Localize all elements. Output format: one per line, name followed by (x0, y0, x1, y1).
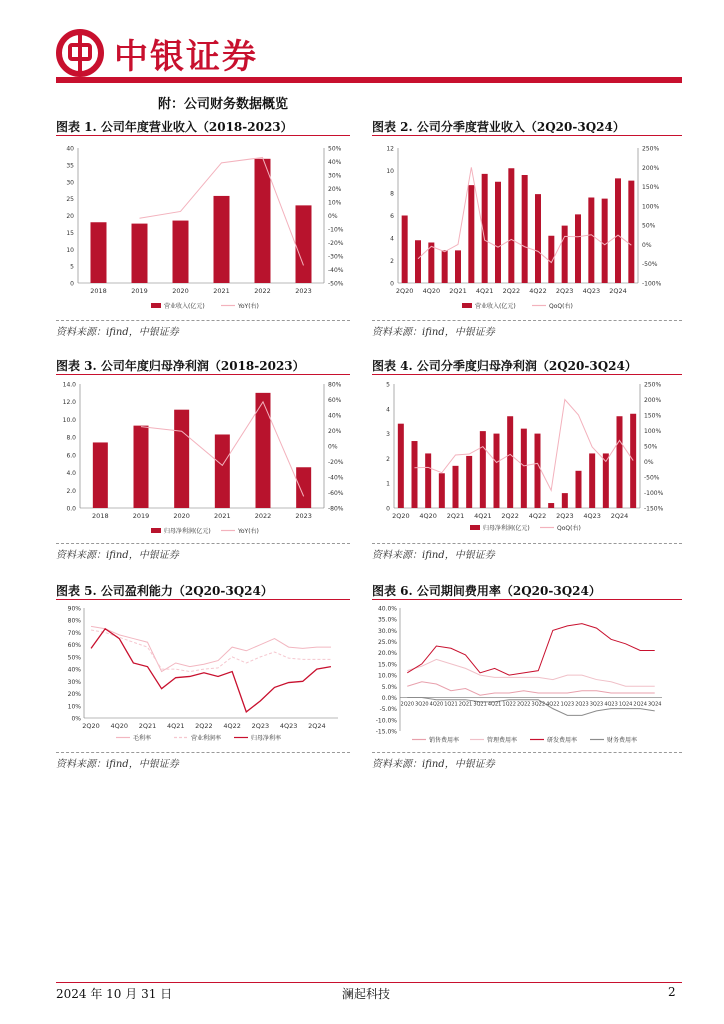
x-tick-label: 3Q20 (415, 701, 429, 708)
bar (617, 416, 623, 508)
chart-quarterly-revenue (372, 140, 682, 318)
bar (402, 216, 408, 284)
right-y-tick: -50% (644, 474, 660, 482)
x-tick-label: 4Q22 (223, 722, 241, 730)
left-y-tick: 4 (390, 235, 394, 243)
panel-1-source-rule (56, 320, 350, 321)
x-tick-label: 4Q21 (474, 512, 492, 520)
chart-quarterly-net-profit (372, 378, 682, 540)
right-y-tick: 150% (644, 412, 662, 420)
x-tick-label: 2020 (173, 512, 190, 520)
bar (466, 456, 472, 508)
panel-3-source-rule (56, 543, 350, 544)
left-y-tick: 6 (390, 213, 394, 220)
right-y-tick: -150% (644, 505, 664, 513)
x-tick-label: 2018 (90, 287, 107, 295)
footer-date: 2024 年 10 月 31 日 (56, 987, 173, 1001)
x-tick-label: 2Q24 (633, 701, 647, 708)
right-y-tick: 0% (644, 459, 654, 466)
y-tick: -10.0% (375, 717, 397, 725)
x-tick-label: 2Q20 (392, 512, 410, 520)
bar (455, 250, 461, 283)
chart-expense-ratios (372, 603, 682, 749)
legend-label: 归母净利率 (251, 735, 282, 742)
right-y-tick: 60% (328, 397, 342, 404)
y-tick: 40% (67, 666, 81, 674)
panel-2-rule (372, 135, 682, 136)
x-tick-label: 2Q21 (138, 722, 157, 730)
bar (174, 410, 189, 508)
y-tick: 20% (67, 691, 81, 699)
left-y-tick: 3 (386, 431, 390, 439)
bar (602, 199, 608, 283)
right-y-tick: 0% (328, 443, 338, 451)
right-y-tick: 30% (328, 172, 342, 180)
panel-6-rule (372, 599, 682, 600)
panel-5-rule (56, 599, 350, 600)
footer-rule (56, 982, 682, 983)
footer-page: 2 (668, 985, 676, 999)
left-y-tick: 25 (66, 196, 74, 204)
left-y-tick: 12 (386, 145, 394, 153)
panel-4-rule (372, 374, 682, 375)
legend-swatch (151, 528, 161, 533)
right-y-tick: 0% (328, 213, 338, 220)
header-bar (56, 77, 682, 83)
legend-swatch (151, 303, 161, 308)
x-tick-label: 2Q23 (555, 287, 574, 295)
legend-label: QoQ(右) (557, 525, 581, 532)
chart-annual-net-profit (56, 378, 350, 540)
x-tick-label: 2Q23 (556, 512, 574, 520)
x-tick-label: 2Q21 (458, 701, 473, 708)
x-tick-label: 2Q23 (251, 722, 270, 730)
bar (508, 168, 514, 283)
x-tick-label: 2Q20 (400, 701, 415, 708)
x-tick-label: 4Q22 (528, 512, 547, 520)
bar (535, 194, 541, 283)
legend-label: YoY(右) (238, 303, 259, 310)
bank-of-china-icon (56, 29, 104, 77)
legend-label: 研发费用率 (547, 737, 578, 744)
series-line (407, 624, 654, 675)
bar (215, 434, 230, 508)
bar (255, 159, 271, 283)
bar (425, 453, 431, 508)
panel-1-source: 资料来源：ifind，中银证券 (56, 327, 179, 338)
left-y-tick: 5 (386, 381, 390, 389)
bar (296, 205, 312, 283)
y-tick: 10.0% (377, 672, 397, 680)
panel-3-title: 图表 3. 公司年度归母净利润（2018-2023） (56, 359, 305, 373)
x-tick-label: 4Q23 (583, 512, 601, 520)
y-tick: 30.0% (377, 627, 397, 635)
bar (495, 182, 501, 283)
right-y-tick: 200% (642, 164, 660, 172)
bar (214, 196, 230, 283)
x-tick-label: 2Q23 (575, 701, 589, 708)
bar (453, 466, 459, 508)
y-tick: 20.0% (377, 650, 397, 658)
right-y-tick: 40% (328, 412, 342, 420)
panel-2-title: 图表 2. 公司分季度营业收入（2Q20-3Q24） (372, 120, 625, 134)
x-tick-label: 4Q20 (422, 287, 441, 295)
left-y-tick: 0 (386, 505, 390, 513)
panel-4-source: 资料来源：ifind，中银证券 (372, 550, 495, 561)
right-y-tick: 250% (644, 381, 662, 389)
y-tick: 35.0% (377, 616, 397, 624)
x-tick-label: 4Q20 (419, 512, 437, 520)
y-tick: 70% (67, 629, 81, 637)
x-tick-label: 2021 (214, 512, 231, 520)
x-tick-label: 1Q23 (560, 701, 575, 708)
bar (535, 434, 541, 508)
bar (412, 441, 418, 508)
legend-label: 营业收入(亿元) (164, 303, 205, 310)
x-tick-label: 2Q22 (195, 722, 213, 730)
bar (296, 467, 311, 508)
bar (548, 503, 554, 508)
chart-annual-revenue (56, 140, 350, 318)
left-y-tick: 2.0 (66, 487, 76, 495)
y-tick: 60% (67, 642, 81, 650)
footer-company: 澜起科技 (342, 987, 391, 1001)
left-y-tick: 10 (386, 168, 394, 175)
x-tick-label: 2020 (172, 287, 189, 295)
x-tick-label: 2Q22 (501, 512, 519, 520)
left-y-tick: 5 (70, 263, 74, 271)
x-tick-label: 4Q22 (546, 701, 560, 708)
legend-label: 营业利润率 (191, 735, 222, 742)
right-y-tick: 50% (644, 443, 658, 451)
x-tick-label: 1Q21 (444, 701, 458, 708)
x-tick-label: 2Q24 (610, 512, 629, 520)
left-y-tick: 6.0 (66, 452, 76, 460)
x-tick-label: 4Q23 (279, 722, 298, 730)
x-tick-label: 3Q24 (647, 701, 662, 708)
x-tick-label: 4Q21 (487, 701, 502, 708)
right-y-tick: 100% (644, 428, 662, 435)
legend-label: 归母净利润(亿元) (483, 525, 530, 532)
right-y-tick: 40% (328, 159, 342, 166)
legend-label: QoQ(右) (549, 303, 573, 310)
right-y-tick: 20% (328, 186, 342, 193)
left-y-tick: 40 (66, 145, 74, 153)
right-y-tick: -10% (328, 226, 344, 234)
left-y-tick: 2 (390, 258, 394, 265)
right-y-tick: 80% (328, 381, 342, 389)
left-y-tick: 14.0 (62, 381, 76, 389)
right-y-tick: -20% (328, 459, 344, 466)
x-tick-label: 2022 (254, 287, 271, 295)
x-tick-label: 2021 (213, 287, 230, 295)
right-y-tick: -100% (644, 490, 664, 497)
panel-4-title: 图表 4. 公司分季度归母净利润（2Q20-3Q24） (372, 359, 637, 373)
right-y-tick: 100% (642, 203, 660, 211)
bar (468, 185, 474, 283)
right-y-tick: 250% (642, 145, 660, 153)
x-tick-label: 2019 (131, 287, 148, 295)
panel-6-title: 图表 6. 公司期间费用率（2Q20-3Q24） (372, 584, 601, 598)
x-tick-label: 4Q23 (582, 287, 601, 295)
x-tick-label: 2Q21 (446, 512, 465, 520)
x-tick-label: 4Q21 (475, 287, 494, 295)
y-tick: 10% (67, 703, 81, 711)
legend-label: 财务费用率 (607, 737, 638, 744)
right-y-tick: -80% (328, 505, 344, 513)
y-tick: 90% (67, 605, 81, 613)
right-y-tick: 200% (644, 397, 662, 404)
bar (562, 226, 568, 283)
left-y-tick: 15 (66, 229, 74, 237)
bar (628, 181, 634, 283)
panel-5-source-rule (56, 752, 350, 753)
left-y-tick: 35 (66, 162, 74, 170)
right-y-tick: 10% (328, 199, 342, 207)
chart-profitability (56, 603, 350, 749)
bar (494, 434, 500, 508)
x-tick-label: 2023 (295, 287, 312, 295)
legend-label: YoY(右) (238, 528, 259, 535)
bar (398, 424, 404, 508)
right-y-tick: 0% (642, 241, 652, 249)
left-y-tick: 1 (386, 480, 390, 488)
panel-5-title: 图表 5. 公司盈利能力（2Q20-3Q24） (56, 584, 273, 598)
right-y-tick: 20% (328, 428, 342, 435)
x-tick-label: 2022 (254, 512, 272, 520)
left-y-tick: 10 (66, 246, 74, 254)
x-tick-label: 4Q20 (429, 701, 444, 708)
legend-swatch (462, 303, 472, 308)
left-y-tick: 12.0 (62, 399, 76, 407)
bar (415, 240, 421, 283)
legend-label: 毛利率 (133, 735, 152, 742)
x-tick-label: 3Q23 (589, 701, 604, 708)
right-y-tick: -30% (328, 253, 344, 261)
bar (562, 493, 568, 508)
bar (588, 198, 594, 284)
left-y-tick: 30 (66, 179, 74, 187)
x-tick-label: 2Q21 (449, 287, 467, 295)
x-tick-label: 2019 (132, 512, 150, 520)
x-tick-label: 1Q22 (502, 701, 516, 708)
right-y-tick: 150% (642, 184, 660, 192)
right-y-tick: -50% (328, 280, 344, 288)
bar (91, 222, 107, 283)
x-tick-label: 4Q23 (604, 701, 618, 708)
y-tick: 80% (67, 617, 81, 625)
y-tick: 30% (67, 678, 81, 686)
bar (442, 250, 448, 283)
y-tick: 25.0% (377, 639, 397, 647)
x-tick-label: 4Q21 (166, 722, 185, 730)
right-y-tick: -40% (328, 474, 344, 482)
panel-6-source: 资料来源：ifind，中银证券 (372, 759, 495, 770)
legend-label: 销售费用率 (429, 737, 460, 744)
left-y-tick: 0.0 (66, 505, 76, 513)
bar (522, 175, 528, 283)
bar (480, 431, 486, 508)
x-tick-label: 3Q21 (473, 701, 487, 708)
bar (576, 471, 582, 508)
left-y-tick: 10.0 (62, 416, 76, 424)
x-tick-label: 4Q20 (110, 722, 129, 730)
right-y-tick: -60% (328, 490, 344, 497)
bar (521, 429, 527, 508)
panel-4-source-rule (372, 543, 682, 544)
x-tick-label: 2023 (295, 512, 312, 520)
right-y-tick: -20% (328, 240, 344, 247)
bar (439, 473, 445, 508)
bar (615, 178, 621, 283)
x-tick-label: 3Q22 (531, 701, 546, 708)
x-tick-label: 2Q20 (395, 287, 414, 295)
panel-2-source: 资料来源：ifind，中银证券 (372, 327, 495, 338)
y-tick: 0% (71, 715, 81, 723)
panel-1-title: 图表 1. 公司年度营业收入（2018-2023） (56, 120, 293, 134)
series-line (91, 629, 331, 712)
panel-6-source-rule (372, 752, 682, 753)
x-tick-label: 2Q24 (609, 287, 627, 295)
x-tick-label: 4Q22 (529, 287, 547, 295)
left-y-tick: 0 (70, 280, 74, 288)
panel-1-rule (56, 135, 350, 136)
bar (630, 414, 636, 508)
left-y-tick: 4.0 (66, 470, 76, 478)
bar (93, 442, 108, 508)
right-y-tick: -100% (642, 280, 662, 288)
bar (589, 453, 595, 508)
left-y-tick: 8 (390, 190, 394, 198)
y-tick: 50% (67, 654, 81, 662)
brand-name: 中银证券 (114, 36, 258, 77)
x-tick-label: 2Q20 (82, 722, 100, 730)
y-tick: 0.0% (381, 694, 397, 702)
x-tick-label: 2Q22 (516, 701, 531, 708)
brand-logo (56, 28, 258, 78)
bar (173, 221, 189, 283)
x-tick-label: 2Q24 (308, 722, 326, 730)
left-y-tick: 8.0 (66, 434, 76, 442)
right-y-tick: -40% (328, 267, 344, 274)
panel-3-source: 资料来源：ifind，中银证券 (56, 550, 179, 561)
panel-5-source: 资料来源：ifind，中银证券 (56, 759, 179, 770)
bar (132, 224, 148, 283)
y-tick: -15.0% (375, 728, 397, 736)
left-y-tick: 4 (386, 406, 390, 414)
legend-label: 营业收入(亿元) (475, 303, 516, 310)
left-y-tick: 0 (390, 280, 394, 288)
x-tick-label: 1Q24 (618, 701, 633, 708)
x-tick-label: 2Q22 (502, 287, 521, 295)
right-y-tick: 50% (642, 222, 656, 230)
y-tick: 5.0% (381, 683, 397, 691)
y-tick: 40.0% (377, 605, 397, 613)
panel-3-rule (56, 374, 350, 375)
right-y-tick: 50% (328, 145, 342, 153)
left-y-tick: 2 (386, 455, 390, 463)
bar (134, 426, 149, 508)
left-y-tick: 20 (66, 213, 74, 220)
bar (507, 416, 513, 508)
series-line (407, 659, 654, 686)
legend-label: 管理费用率 (487, 737, 518, 744)
x-tick-label: 2018 (92, 512, 109, 520)
y-tick: 15.0% (377, 661, 397, 669)
legend-label: 归母净利润(亿元) (164, 528, 211, 535)
appendix-title: 附：公司财务数据概览 (158, 97, 289, 112)
legend-swatch (470, 525, 480, 530)
panel-2-source-rule (372, 320, 682, 321)
right-y-tick: -50% (642, 261, 658, 269)
y-tick: -5.0% (379, 706, 397, 714)
series-line (91, 626, 331, 671)
bar (575, 214, 581, 283)
